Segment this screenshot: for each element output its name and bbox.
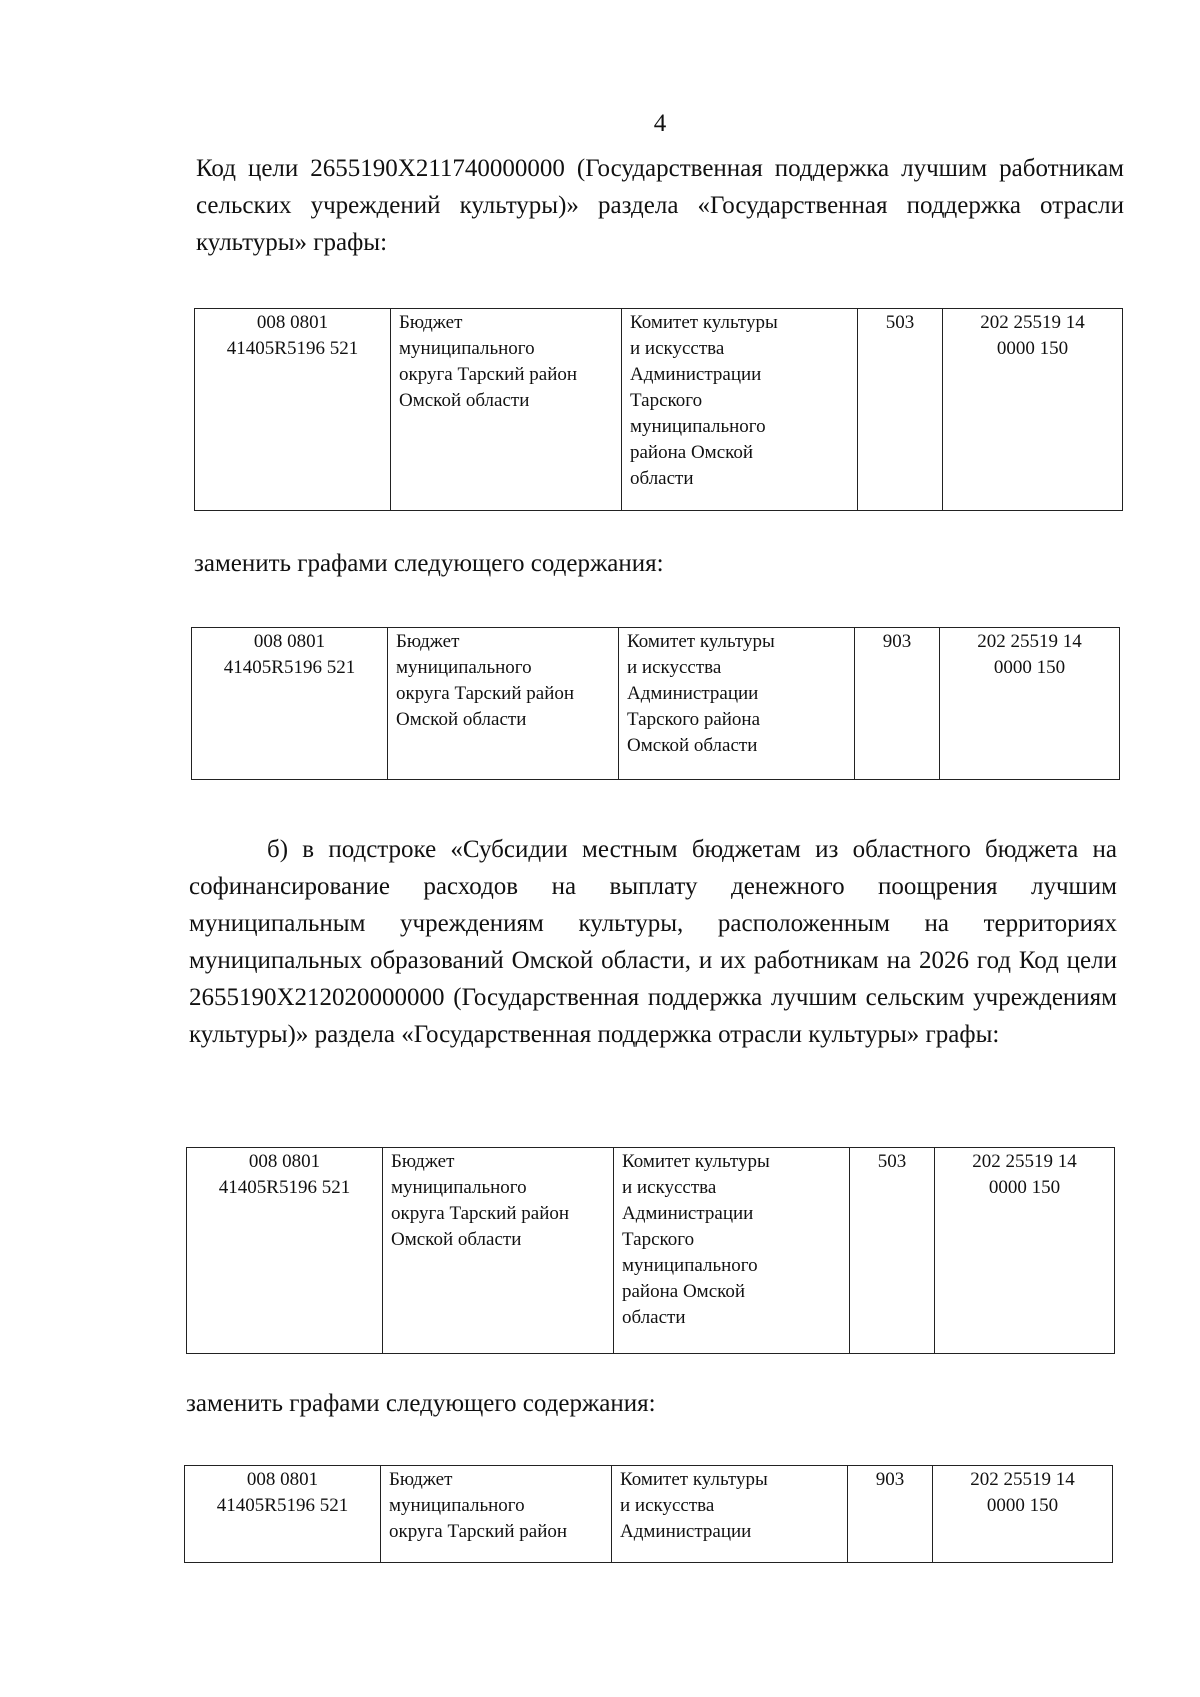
admin-line: Администрации	[627, 683, 759, 704]
code-line: 008 0801	[248, 1151, 321, 1172]
admin-line: района Омской	[630, 442, 754, 463]
budget-table-1	[194, 308, 1123, 511]
table-cell-code	[185, 1466, 381, 1563]
income-code-line: 0000 150	[993, 657, 1066, 678]
paragraph-b-line-3: муниципальным учреждениям культуры, расположенным на территориях	[189, 910, 1117, 937]
replace-label-1: заменить графами следующего содержания:	[194, 550, 664, 577]
budget-line: муниципального	[396, 657, 532, 678]
income-code-line: 0000 150	[986, 1495, 1059, 1516]
table-cell-code	[187, 1148, 383, 1354]
table-cell-administrator	[614, 1148, 850, 1354]
paragraph-b-line-4: муниципальных образований Омской области, и их работникам на 2026 год	[189, 947, 1011, 974]
budget-table-3	[186, 1147, 1115, 1354]
table-cell-income-code	[940, 628, 1120, 780]
table-cell-admin-code: 503	[850, 1148, 935, 1354]
budget-line: муниципального	[399, 338, 535, 359]
budget-line: Омской области	[396, 709, 527, 730]
table-cell-budget	[383, 1148, 614, 1354]
table-cell-code	[192, 628, 388, 780]
budget-line: округа Тарский район	[389, 1521, 568, 1542]
admin-line: Администрации	[622, 1203, 754, 1224]
table-cell-budget	[388, 628, 619, 780]
table-cell-income-code	[943, 309, 1123, 511]
table-cell-budget	[391, 309, 622, 511]
income-code-line: 202 25519 14	[980, 312, 1085, 333]
code-line: 41405R5196 521	[218, 1177, 351, 1198]
budget-line: Бюджет	[391, 1151, 455, 1172]
code-line: 41405R5196 521	[216, 1495, 349, 1516]
admin-line: Комитет культуры	[630, 312, 778, 333]
budget-line: округа Тарский район	[399, 364, 578, 385]
table-cell-admin-code: 903	[855, 628, 940, 780]
budget-line: Омской области	[399, 390, 530, 411]
admin-line: Комитет культуры	[627, 631, 775, 652]
table-cell-income-code	[935, 1148, 1115, 1354]
table-cell-income-code	[933, 1466, 1113, 1563]
income-code-line: 0000 150	[996, 338, 1069, 359]
admin-line: района Омской	[622, 1281, 746, 1302]
budget-line: Бюджет	[399, 312, 463, 333]
code-line: 41405R5196 521	[223, 657, 356, 678]
admin-line: и искусства	[620, 1495, 715, 1516]
admin-line: и искусства	[627, 657, 722, 678]
admin-line: области	[630, 468, 694, 489]
paragraph-b-line-7: отрасли культуры» графы:	[718, 1021, 1000, 1048]
admin-line: муниципального	[622, 1255, 758, 1276]
admin-line: и искусства	[622, 1177, 717, 1198]
intro-line-2: работникам сельских учреждений культуры)» раздела «Государственная	[196, 155, 1124, 219]
budget-line: муниципального	[389, 1495, 525, 1516]
admin-line: Комитет культуры	[622, 1151, 770, 1172]
admin-line: Администрации	[630, 364, 762, 385]
code-line: 008 0801	[256, 312, 329, 333]
table-row	[185, 1466, 1113, 1563]
admin-line: Администрации	[620, 1521, 752, 1542]
income-code-line: 202 25519 14	[970, 1469, 1075, 1490]
admin-line: муниципального	[630, 416, 766, 437]
paragraph-b-line-6: сельским учреждениям культуры)» раздела «Государственная поддержка	[189, 984, 1117, 1048]
table-cell-admin-code: 903	[848, 1466, 933, 1563]
admin-line: Тарского района	[627, 709, 761, 730]
table-row	[192, 628, 1120, 780]
code-line: 008 0801	[253, 631, 326, 652]
budget-line: округа Тарский район	[396, 683, 575, 704]
paragraph-b-line-2: на софинансирование расходов на выплату денежного поощрения лучшим	[189, 836, 1118, 900]
paragraph-b-line-1: б) в подстроке «Субсидии местным бюджетам из областного бюджета	[267, 836, 1079, 863]
income-code-line: 0000 150	[988, 1177, 1061, 1198]
intro-line-3: поддержка отрасли культуры» графы:	[196, 192, 1124, 256]
table-row	[195, 309, 1123, 511]
admin-line: Тарского	[622, 1229, 695, 1250]
budget-table-2	[191, 627, 1120, 780]
admin-line: области	[622, 1307, 686, 1328]
admin-line: Комитет культуры	[620, 1469, 768, 1490]
intro-line-1: Код цели 2655190Х211740000000 (Государственная поддержка лучшим	[196, 155, 988, 182]
table-cell-administrator	[622, 309, 858, 511]
budget-line: округа Тарский район	[391, 1203, 570, 1224]
budget-line: Бюджет	[389, 1469, 453, 1490]
admin-line: Тарского	[630, 390, 703, 411]
intro-paragraph	[196, 150, 1124, 261]
budget-line: Омской области	[391, 1229, 522, 1250]
replace-label-2: заменить графами следующего содержания:	[186, 1390, 656, 1417]
page-number: 4	[653, 110, 667, 137]
paragraph-b-line-5: Код цели 2655190Х212020000000 (Государственная поддержка лучшим	[189, 947, 1117, 1011]
paragraph-b	[189, 831, 1117, 1053]
table-cell-admin-code: 503	[858, 309, 943, 511]
code-line: 41405R5196 521	[226, 338, 359, 359]
table-cell-administrator	[619, 628, 855, 780]
admin-line: Омской области	[627, 735, 758, 756]
income-code-line: 202 25519 14	[977, 631, 1082, 652]
table-cell-administrator	[612, 1466, 848, 1563]
table-row	[187, 1148, 1115, 1354]
budget-line: Бюджет	[396, 631, 460, 652]
table-cell-code	[195, 309, 391, 511]
table-cell-budget	[381, 1466, 612, 1563]
admin-line: и искусства	[630, 338, 725, 359]
budget-line: муниципального	[391, 1177, 527, 1198]
budget-table-4	[184, 1465, 1113, 1563]
income-code-line: 202 25519 14	[972, 1151, 1077, 1172]
code-line: 008 0801	[246, 1469, 319, 1490]
